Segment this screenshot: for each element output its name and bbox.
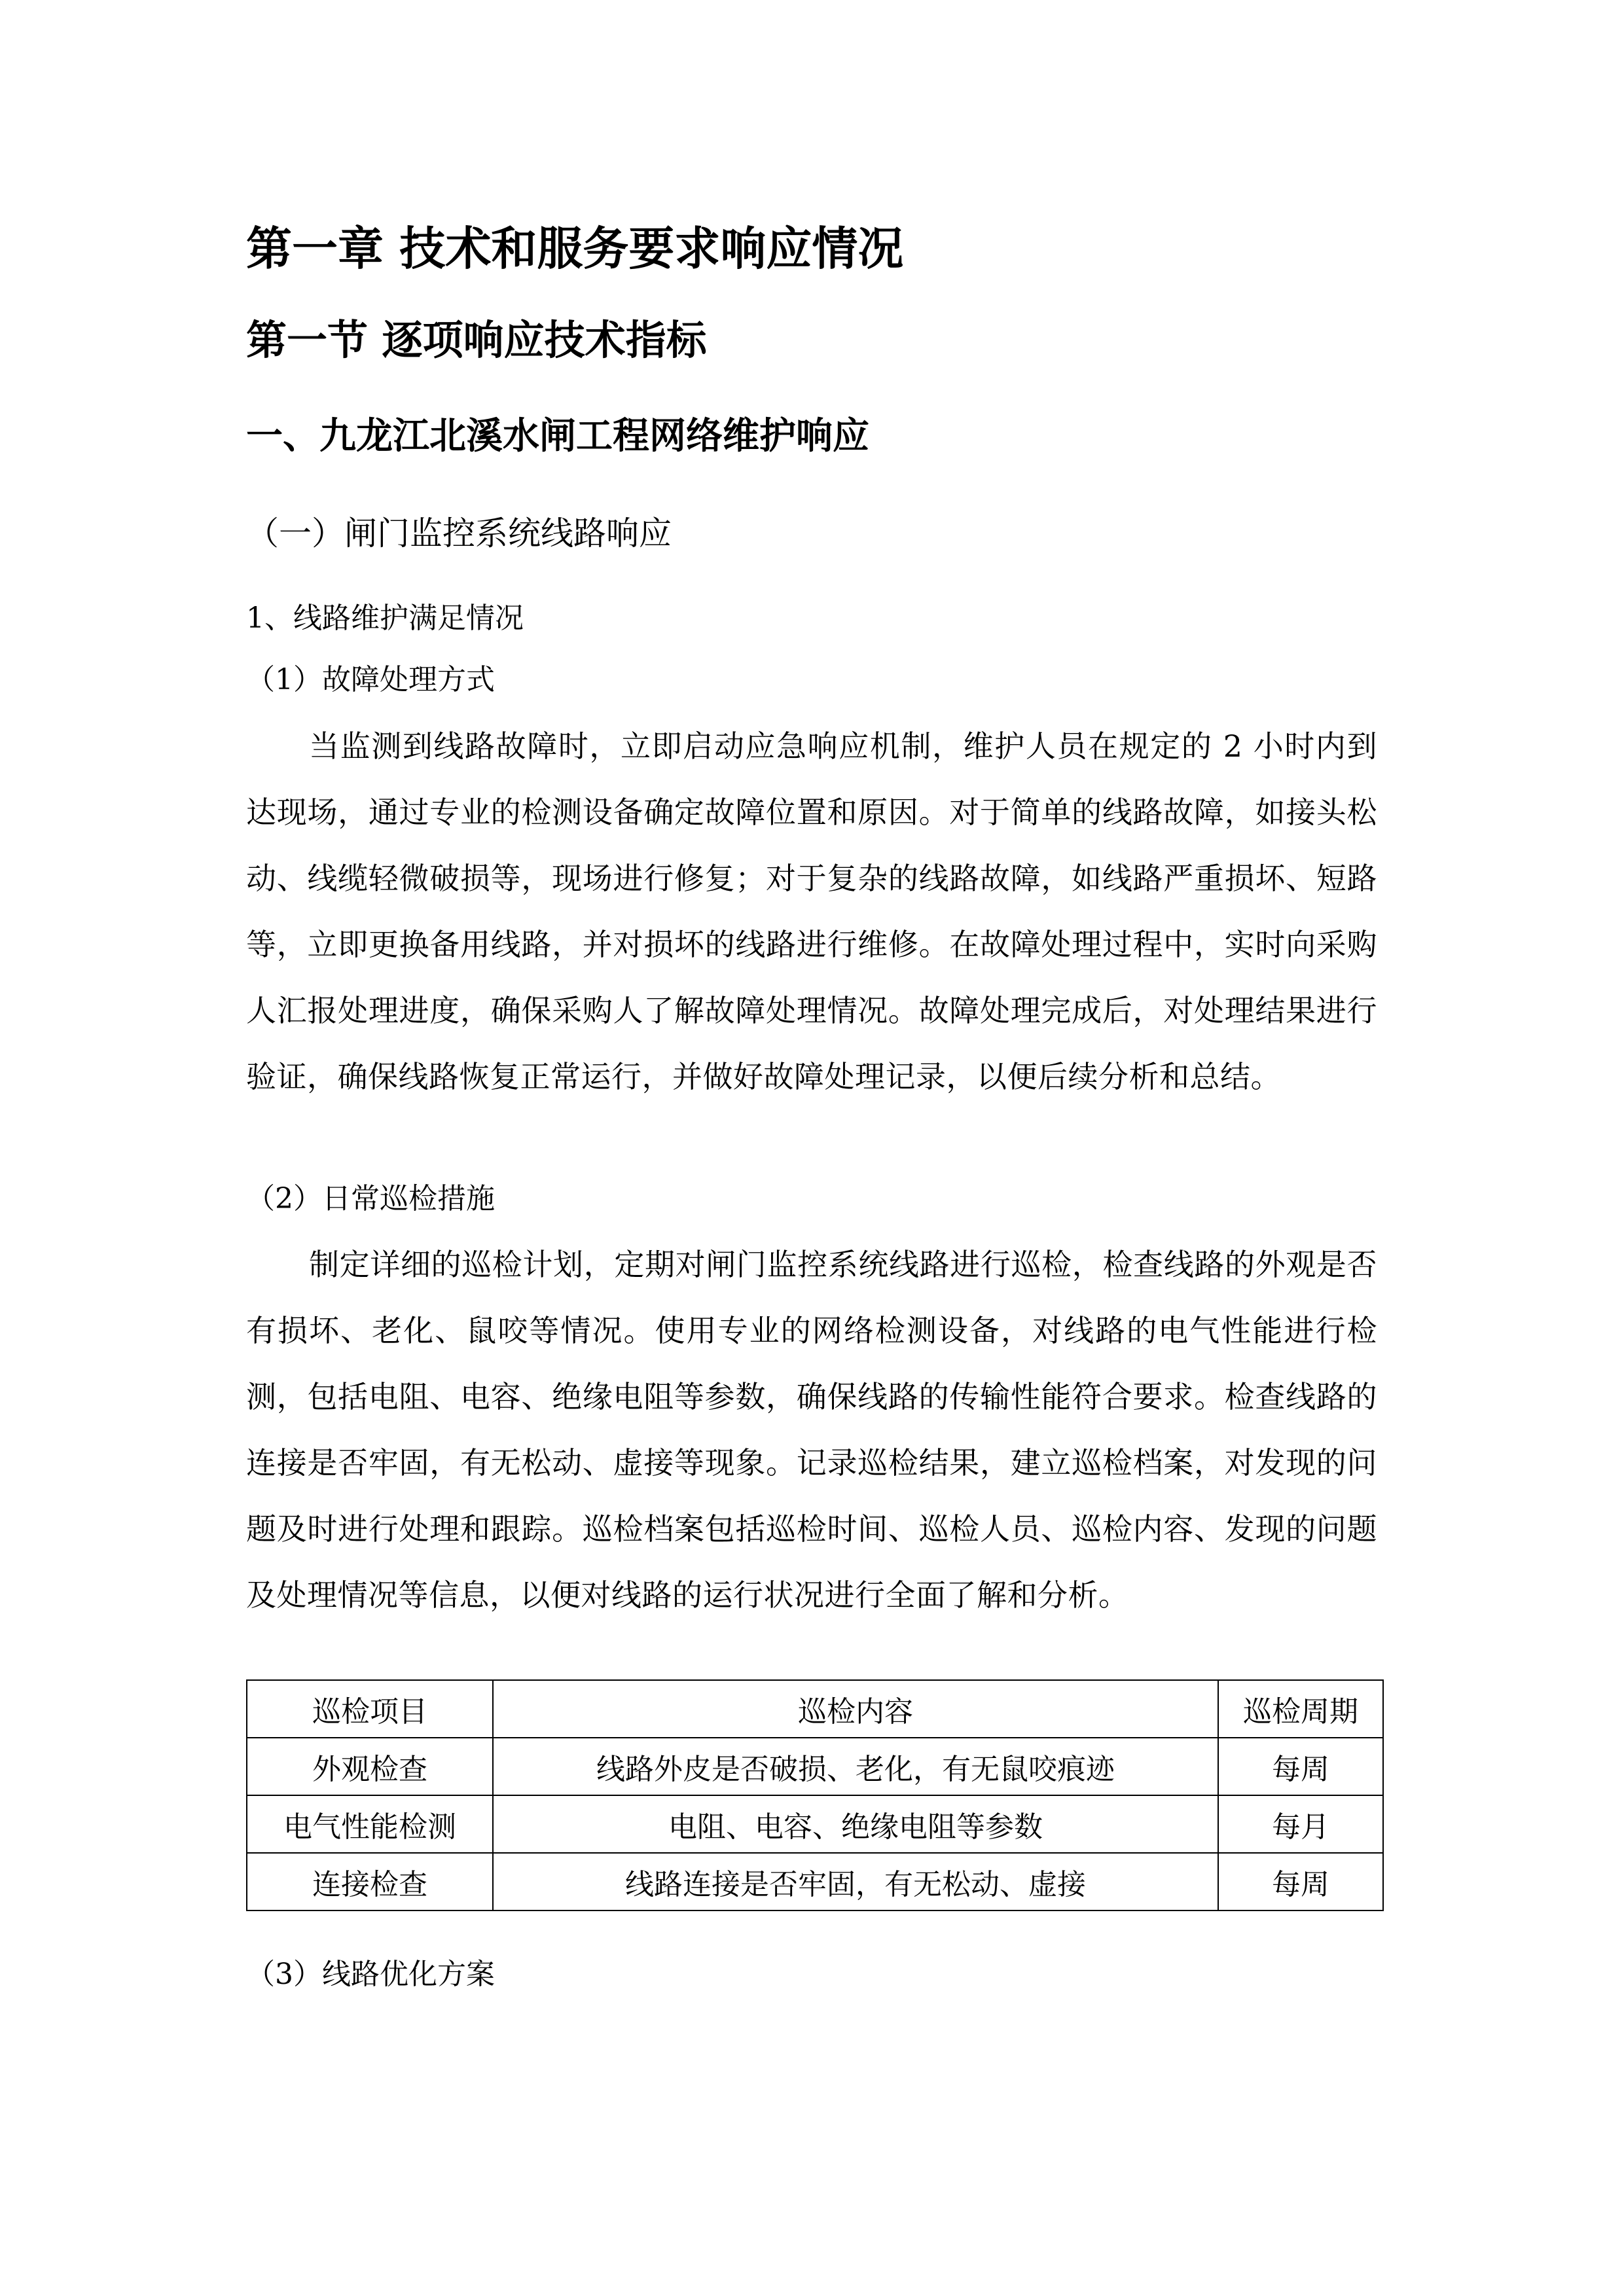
subsection-title: 一、九龙江北溪水闸工程网络维护响应 (246, 415, 869, 457)
header-inspection-content: 巡检内容 (493, 1680, 1218, 1738)
header-inspection-item: 巡检项目 (247, 1680, 493, 1738)
table-cell-cycle: 每周 (1218, 1853, 1383, 1910)
table-header-row (247, 1680, 1383, 1738)
header-inspection-cycle: 巡检周期 (1218, 1680, 1383, 1738)
fault-handling-heading: （1）故障处理方式 (246, 663, 495, 696)
fault-handling-paragraph: 当监测到线路故障时，立即启动应急响应机制，维护人员在规定的 2 小时内到达现场，通过专业的检测设备确定故障位置和原因。对于简单的线路故障，如接头松动、线缆轻微破损等，现场进行修复；对于复杂的线路故障，如线路严重损坏、短路等，立即更换备用线路，并对损坏的线路进行维修。在故障处理过程中，实时向采购人汇报处理进度，确保采购人了解故障处理情况。故障处理完成后，对处理结果进行验证，确保线路恢复正常运行，并做好故障处理记录，以便后续分析和总结。 (246, 728, 1377, 1094)
table-row (247, 1853, 1383, 1910)
chapter-title: 第一章 技术和服务要求响应情况 (246, 222, 904, 276)
item-title: 1、线路维护满足情况 (246, 601, 524, 635)
table-cell-content: 线路连接是否牢固，有无松动、虚接 (493, 1853, 1218, 1910)
subsubsection-title: （一）闸门监控系统线路响应 (246, 514, 672, 552)
table-cell-content: 电阻、电容、绝缘电阻等参数 (493, 1795, 1218, 1853)
table-row (247, 1795, 1383, 1853)
inspection-table (246, 1679, 1384, 1911)
table-row (247, 1738, 1383, 1795)
optimization-heading: （3）线路优化方案 (246, 1958, 495, 1991)
daily-inspection-heading: （2）日常巡检措施 (246, 1182, 495, 1215)
table-cell-item: 外观检查 (247, 1738, 493, 1795)
table-cell-item: 电气性能检测 (247, 1795, 493, 1853)
table-cell-content: 线路外皮是否破损、老化，有无鼠咬痕迹 (493, 1738, 1218, 1795)
table-cell-cycle: 每周 (1218, 1738, 1383, 1795)
table-cell-cycle: 每月 (1218, 1795, 1383, 1853)
table-cell-item: 连接检查 (247, 1853, 493, 1910)
daily-inspection-paragraph: 制定详细的巡检计划，定期对闸门监控系统线路进行巡检，检查线路的外观是否有损坏、老化、鼠咬等情况。使用专业的网络检测设备，对线路的电气性能进行检测，包括电阻、电容、绝缘电阻等参数，确保线路的传输性能符合要求。检查线路的连接是否牢固，有无松动、虚接等现象。记录巡检结果，建立巡检档案，对发现的问题及时进行处理和跟踪。巡检档案包括巡检时间、巡检人员、巡检内容、发现的问题及处理情况等信息，以便对线路的运行状况进行全面了解和分析。 (246, 1247, 1377, 1613)
section-title: 第一节 逐项响应技术指标 (246, 316, 707, 364)
